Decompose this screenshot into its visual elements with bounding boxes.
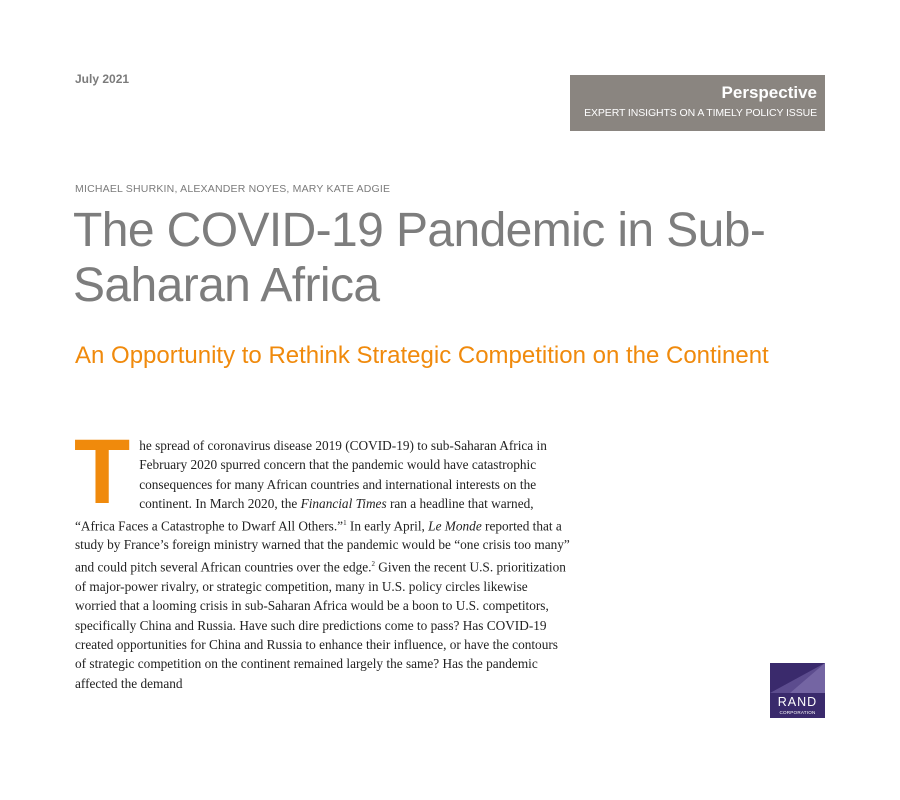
footnote-marker[interactable]: 2 [371,559,375,568]
report-subtitle: An Opportunity to Rethink Strategic Competition on the Continent [75,342,769,369]
perspective-banner [570,75,825,131]
body-paragraph [74,421,570,693]
report-title: The COVID-19 Pandemic in Sub-Saharan Africa [73,204,766,312]
rand-logo [770,663,825,718]
body-text-segment: ran a headline that warned, “Africa Faces a Catastrophe to Dwarf All Others.” [75,496,534,534]
drop-cap: T [74,421,131,523]
body-text-segment: he spread of coronavirus disease 2019 (COVID-19) to sub-Saharan Africa in February 2020 spurred concern that the pandemic would have catastrophic consequences for many African countries and international interests on the continent. In March 2020, the [139,438,547,512]
authors-line: MICHAEL SHURKIN, ALEXANDER NOYES, MARY KATE ADGIE [75,183,391,195]
body-text-segment: Given the recent U.S. prioritization of major-power rivalry, or strategic competition, many in U.S. policy circles likewise worried that a looming crisis in sub-Saharan Africa would be a boon to U.S. competitors, specifically China and Russia. Have such dire predictions come to pass? Has COVID-19 created opportunities for China and Russia to enhance their influence, or have the contours of strategic competition on the continent remained largely the same? Has the pandemic affected the demand [75,559,566,691]
publication-name: Le Monde [428,518,482,534]
footnote-marker[interactable]: 1 [343,518,347,527]
publication-date: July 2021 [75,72,130,86]
logo-name: RAND [777,695,818,709]
body-text-segment: In early April, [346,518,429,534]
series-title: Perspective [721,83,817,102]
publication-name: Financial Times [300,496,387,512]
body-text-segment: reported that a study by France’s foreign ministry warned that the pandemic would be “one crisis too many” and could pitch several African countries over the edge. [75,518,570,575]
series-subtitle: EXPERT INSIGHTS ON A TIMELY POLICY ISSUE [584,107,817,119]
logo-corporation: CORPORATION [779,710,816,715]
